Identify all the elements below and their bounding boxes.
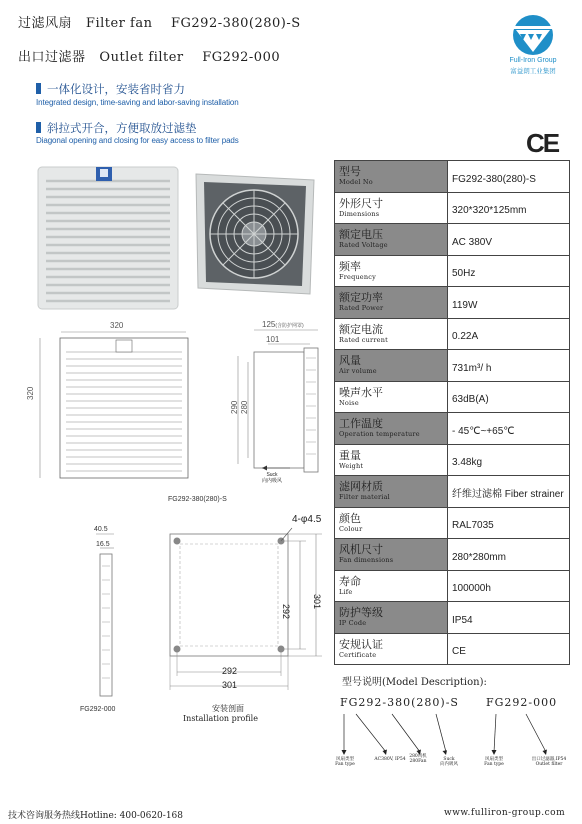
spec-value — [448, 192, 570, 224]
product-photo-back — [192, 170, 318, 298]
spec-key — [335, 570, 448, 602]
spec-key-en: Air volume — [339, 367, 377, 376]
legend-label-6: 出口过滤器,IP54 Outlet filter — [531, 757, 567, 767]
title-en: Outlet filter — [99, 50, 184, 65]
spec-value — [448, 539, 570, 571]
legend-label-2: AC380V, IP54 — [374, 757, 406, 762]
model-code-1: FG292-380(280)-S — [340, 696, 459, 709]
spec-key — [335, 539, 448, 571]
spec-value — [448, 287, 570, 319]
installation-profile-drawing — [160, 524, 335, 699]
installation-caption-en: Installation profile — [183, 714, 258, 723]
spec-value-text: IP54 — [452, 614, 473, 626]
spec-key-en: Weight — [339, 461, 364, 470]
spec-key-cn: 额定电压 — [339, 228, 383, 242]
spec-row — [335, 570, 570, 602]
spec-key — [335, 476, 448, 508]
title-model: FG292-000 — [202, 50, 281, 65]
spec-key — [335, 192, 448, 224]
cutout-drawing — [160, 524, 335, 699]
fan-image — [192, 170, 318, 298]
spec-value — [448, 570, 570, 602]
spec-key-en: Rated Voltage — [339, 241, 388, 250]
spec-value-text: AC 380V — [452, 236, 493, 248]
feature-2 — [36, 117, 197, 136]
ce-mark-icon: CE — [526, 128, 559, 158]
spec-key-en: Colour — [339, 524, 363, 533]
spec-value — [448, 413, 570, 445]
spec-row — [335, 539, 570, 571]
spec-key-cn: 工作温度 — [339, 417, 383, 431]
dim-301v-label: 301 — [312, 594, 322, 610]
spec-key-cn: 风量 — [339, 354, 361, 368]
feature-en: Integrated design, time-saving and labor-saving installation — [36, 98, 239, 107]
spec-value-text: 320*320*125mm — [452, 205, 527, 217]
spec-key-en: Certificate — [339, 650, 377, 659]
title-line-1 — [18, 12, 301, 31]
spec-key — [335, 224, 448, 256]
product-photo-front — [34, 163, 182, 313]
spec-value-text: - 45℃~+65℃ — [452, 425, 515, 437]
depth-dim — [262, 320, 304, 329]
dim-292h-label: 292 — [222, 666, 238, 676]
spec-value-text: 280*280mm — [452, 551, 506, 563]
spec-key-en: Filter material — [339, 493, 390, 502]
title-model: FG292-380(280)-S — [171, 16, 301, 31]
depth2-label: 101 — [266, 335, 280, 344]
dim-290-label: 290 — [230, 400, 239, 414]
spec-value — [448, 318, 570, 350]
spec-key-cn: 额定功率 — [339, 291, 383, 305]
spec-key-en: Life — [339, 587, 353, 596]
outlet-side-drawing — [94, 530, 116, 700]
spec-key-en: Noise — [339, 398, 359, 407]
spec-row — [335, 507, 570, 539]
footer-hotline: 技术咨询服务热线Hotline: 400-0620-168 — [8, 811, 183, 821]
spec-key-en: Dimensions — [339, 209, 380, 218]
spec-key — [335, 287, 448, 319]
dim-301h-label: 301 — [222, 680, 238, 690]
width-dim-label: 320 — [110, 321, 124, 330]
spec-row — [335, 287, 570, 319]
spec-row — [335, 476, 570, 508]
spec-key-en: Frequency — [339, 272, 376, 281]
installation-caption-cn: 安装剖面 — [212, 704, 244, 713]
suck-cn: 向内吸风 — [262, 478, 283, 484]
spec-value — [448, 350, 570, 382]
filter-grille-image — [34, 163, 182, 313]
spec-key-cn: 滤网材质 — [339, 480, 383, 494]
spec-row — [335, 602, 570, 634]
spec-key-en: Rated Power — [339, 304, 384, 313]
spec-key-en: Model No — [339, 178, 373, 187]
spec-value — [448, 476, 570, 508]
feature-en: Diagonal opening and closing for easy access to filter pads — [36, 136, 239, 145]
spec-row — [335, 224, 570, 256]
legend-label-3: 280风机 280Fan — [409, 754, 427, 764]
spec-value-text: RAL7035 — [452, 520, 494, 532]
spec-value-text: 50Hz — [452, 268, 476, 280]
spec-key — [335, 350, 448, 382]
spec-row — [335, 192, 570, 224]
spec-key-cn: 安规认证 — [339, 637, 383, 651]
dim-16-5-label: 16.5 — [96, 541, 110, 548]
spec-value-text: 100000h — [452, 583, 491, 595]
spec-row — [335, 444, 570, 476]
spec-key-cn: 重量 — [339, 448, 361, 462]
drawing1-caption: FG292-380(280)-S — [168, 496, 227, 503]
feature-cn: 一体化设计，安装省时省力 — [47, 82, 185, 96]
title-cn: 过滤风扇 — [18, 16, 73, 31]
outlet-filter-side-view — [94, 530, 116, 700]
spec-value — [448, 444, 570, 476]
spec-value-text: 0.22A — [452, 331, 479, 343]
spec-key — [335, 602, 448, 634]
holes-label: 4-φ4.5 — [292, 514, 322, 525]
spec-row — [335, 255, 570, 287]
spec-key-en: IP Code — [339, 619, 367, 628]
logo-icon — [506, 14, 560, 56]
feature-1 — [36, 78, 185, 97]
drawing2-left-caption: FG292-000 — [80, 706, 116, 713]
spec-row — [335, 161, 570, 193]
depth-note: (含防护网罩) — [275, 323, 304, 329]
suck-label: Suck — [266, 472, 278, 478]
spec-value-text: FG292-380(280)-S — [452, 173, 536, 185]
spec-value-text: 731m³/ h — [452, 362, 492, 374]
depth-label: 125 — [262, 320, 276, 329]
dim-40-5-label: 40.5 — [94, 526, 108, 533]
spec-value — [448, 381, 570, 413]
spec-key — [335, 381, 448, 413]
spec-key — [335, 318, 448, 350]
model-desc-title: 型号说明(Model Description): — [342, 677, 487, 688]
spec-value — [448, 255, 570, 287]
spec-value-text: 3.48kg — [452, 457, 483, 469]
spec-key — [335, 507, 448, 539]
spec-key-cn: 颜色 — [339, 511, 361, 525]
spec-value — [448, 224, 570, 256]
spec-key-cn: 防护等级 — [339, 606, 383, 620]
feature-cn: 斜拉式开合，方便取放过滤垫 — [47, 121, 197, 135]
dim-292v-label: 292 — [281, 604, 291, 620]
brand-name-en: Full-Iron Group — [509, 57, 557, 64]
spec-row — [335, 413, 570, 445]
legend-label-1: 风扇类型 Fan type — [335, 757, 355, 767]
title-en: Filter fan — [85, 16, 153, 31]
spec-key-cn: 频率 — [339, 259, 361, 273]
spec-row — [335, 318, 570, 350]
height-dim-label: 320 — [26, 386, 35, 400]
title-cn: 出口过滤器 — [18, 50, 86, 65]
spec-key-cn: 噪声水平 — [339, 385, 383, 399]
spec-value — [448, 507, 570, 539]
spec-key-cn: 型号 — [339, 165, 361, 179]
spec-key-cn: 寿命 — [339, 574, 361, 588]
spec-key-cn: 外形尺寸 — [339, 196, 383, 210]
brand-name-cn: 富益朗工业集团 — [510, 67, 556, 75]
spec-row — [335, 350, 570, 382]
spec-key — [335, 444, 448, 476]
spec-value-text: 纤维过滤棉 Fiber strainer — [452, 488, 564, 500]
model-code-2: FG292-000 — [486, 696, 558, 709]
spec-value — [448, 161, 570, 193]
spec-key-en: Operation temperature — [339, 430, 420, 439]
spec-value — [448, 602, 570, 634]
spec-row — [335, 381, 570, 413]
spec-key-cn: 额定电流 — [339, 322, 383, 336]
spec-row — [335, 633, 570, 665]
spec-value — [448, 633, 570, 665]
legend-label-4: Suck 向内吸风 — [440, 757, 458, 767]
spec-key-en: Fan dimensions — [339, 556, 394, 565]
dim-280-label: 280 — [240, 400, 249, 414]
legend-label-5: 风扇类型 Fan type — [484, 757, 504, 767]
spec-value-text: 119W — [452, 299, 478, 311]
spec-key — [335, 161, 448, 193]
footer-website[interactable]: www.fulliron-group.com — [444, 808, 566, 818]
title-line-2 — [18, 46, 280, 65]
brand-logo — [506, 14, 560, 56]
bullet-icon — [36, 83, 41, 94]
spec-key — [335, 413, 448, 445]
bullet-icon — [36, 122, 41, 133]
spec-key-en: Rated current — [339, 335, 388, 344]
spec-key — [335, 255, 448, 287]
spec-table — [334, 160, 570, 665]
suck-direction-note — [262, 472, 282, 484]
spec-key-cn: 风机尺寸 — [339, 543, 383, 557]
spec-key — [335, 633, 448, 665]
spec-value-text: CE — [452, 646, 466, 658]
spec-value-text: 63dB(A) — [452, 394, 489, 406]
